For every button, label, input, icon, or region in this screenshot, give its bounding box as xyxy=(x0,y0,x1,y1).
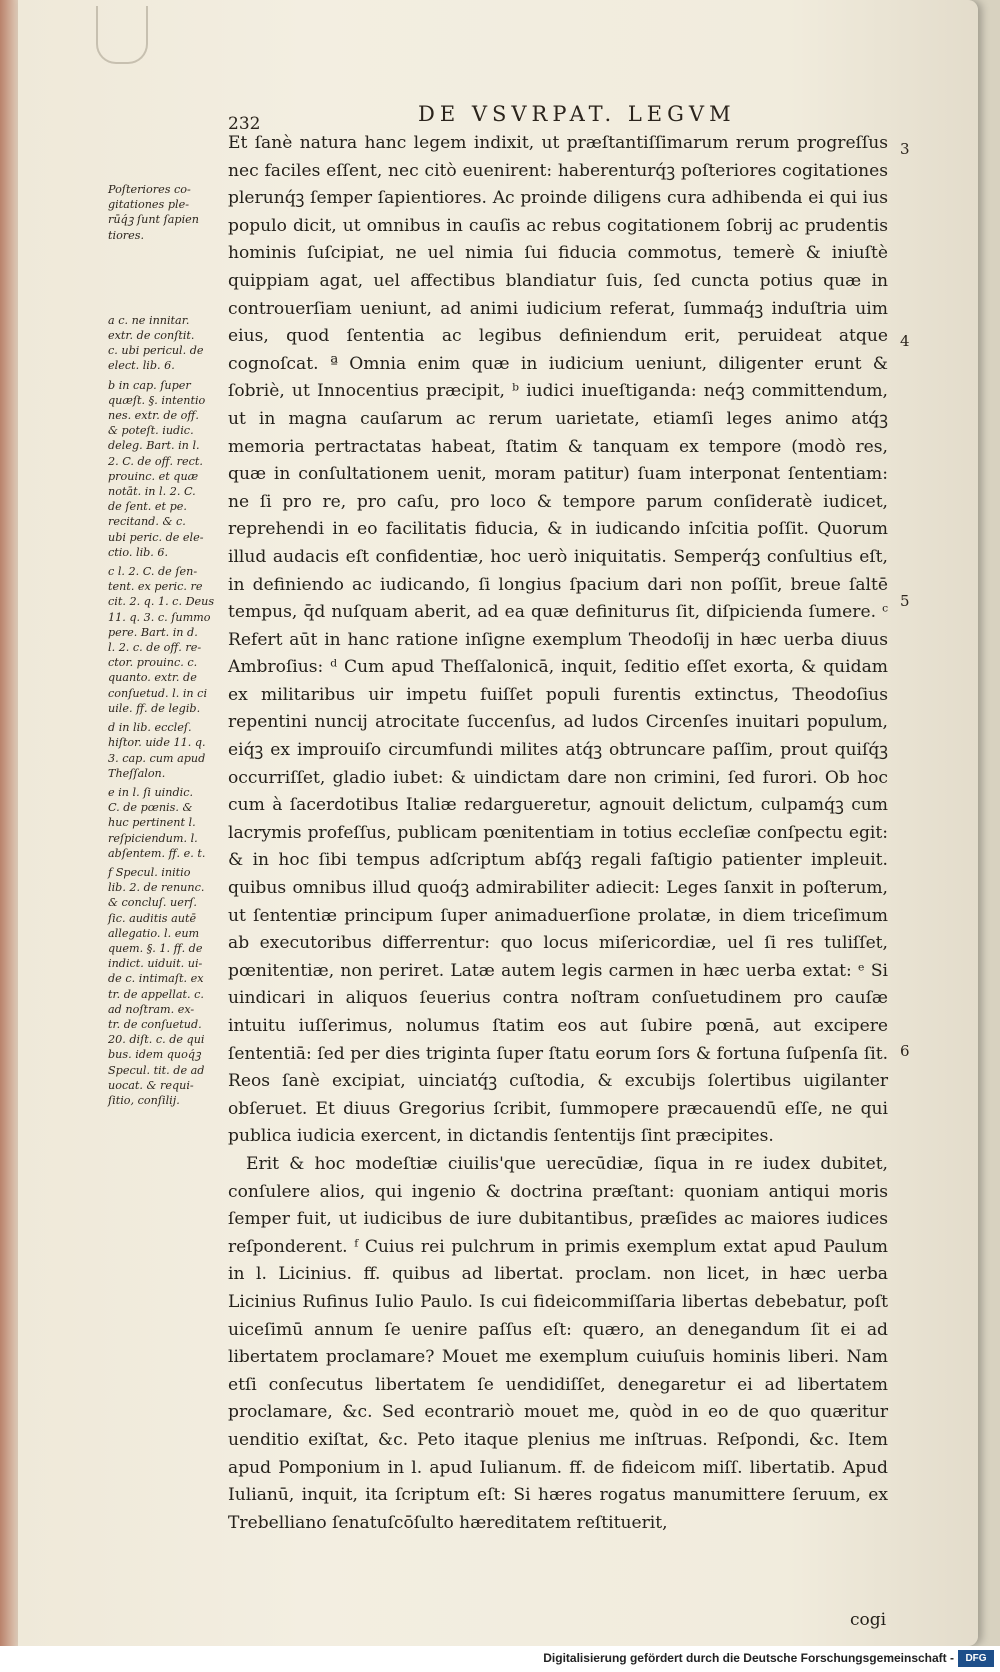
side-note: f Specul. initio lib. 2. de renunc. & concluſ. uerſ. ſic. auditis autē allegatio. l. eum quem. §. 1. ff. de indict. uiduit. ui- de c. intimaſt. ex tr. de appellat. c. ad noſtram. ex- tr. de conſuetud. 20. diſt. c. de qui bus. idem quoq́ꝫ Specul. tit. de ad uocat. & requi- ſitio, conſilij. xyxy=(108,865,205,1107)
header-title: DE VSVRPAT. LEGVM xyxy=(418,102,736,126)
side-note: Poſteriores co- gitationes ple- rūq́ꝫ ſunt ſapien tiores. xyxy=(108,183,199,242)
side-note: c l. 2. C. de ſen- tent. ex peric. re cit. 2. q. 1. c. Deus 11. q. 3. c. ſummo pere. Bart. in d. l. 2. c. de off. re- ctor. prouinc. c. quanto. extr. de conſuetud. l. in ci uile. ff. de legib. xyxy=(108,565,215,715)
margin-number: 6 xyxy=(900,1042,910,1060)
side-note: b in cap. ſuper quæſt. §. intentio nes. extr. de off. & poteſt. iudic. deleg. Bart. in l. 2. C. de off. rect. prouinc. et quæ notāt. in l. 2. C. de ſent. et pe. recitand. & c. ubi peric. de ele- ctio. lib. 6. xyxy=(108,378,206,559)
running-head xyxy=(228,100,948,134)
marginal-notes xyxy=(108,182,226,1112)
page-number: 232 xyxy=(228,114,261,134)
side-note: d in lib. eccleſ. hiſtor. uide 11. q. 3. cap. cum apud Theſſalon. xyxy=(108,721,206,780)
margin-number: 5 xyxy=(900,592,910,610)
footer-bar xyxy=(0,1646,1000,1672)
paragraph: Et ſanè natura hanc legem indixit, ut præſtantiſſimarum rerum progreſſus nec faciles eſſent, nec citò euenirent: haberenturq́ꝫ poſteriores cogitationes plerunq́ꝫ ſemper ſapientiores. Ac proinde diligens cura adhibenda ei qui ius populo dicit, ut omnibus in cauſis ac rebus cogitationem ſobrij ac prudentis hominis ſuſcipiat, ne uel nimia ſui fiducia commotus, temerè & iniuſtè quippiam agat, uel affectibus blandiatur ſuis, ſed cuncta potius quæ in controuerſiam ueniunt, ad animi iudicium referat, ſummaq́ꝫ induſtria uim eius, quod ſententia ac legibus definiendum erit, peruideat atque cognoſcat. ª Omnia enim quæ in iudicium ueniunt, diligenter erunt & ſobriè, ut Innocentius præcipit, ᵇ iudici inueſtiganda: neq́ꝫ committendum, ut in magna cauſarum ac rerum uarietate, etiamſi leges animo atq́ꝫ memoria pertractatas habeat, ſtatim & tanquam ex tempore (modò res, quæ in conſultationem uenit, moram patitur) ſuam interponat ſententiam: ne ſi pro re, pro caſu, pro loco & tempore parum conſideratè iudicet, reprehendi in eo facilitatis fiducia, & in iudicando inſcitia poſſit. Quorum illud audacis eſt confidentiæ, hoc uerò iniquitatis. Semperq́ꝫ conſultius eſt, in definiendo ac iudicando, ſi longius ſpacium dari non poſſit, breue ſaltē tempus, q̄d nuſquam aberit, ad ea quæ definiturus ſit, diſpicienda ſumere. ᶜ Refert aūt in hanc ratione inſigne exemplum Theodoſij in hæc uerba diuus Ambroſius: ᵈ Cum apud Theſſalonicā, inquit, ſeditio eſſet exorta, & quidam ex militaribus uir impetu fuiſſet populi furentis extinctus, Theodoſius repentini nuncij atrocitate ſuccenſus, ad ludos Circenſes inuitari populum, eiq́ꝫ ex improuiſo circumfundi milites atq́ꝫ obtruncare paſſim, prout quiſq́ꝫ occurriſſet, gladio iubet: & uindictam dare non crimini, ſed furori. Ob hoc cum à ſacerdotibus Italiæ redargueretur, agnouit delictum, culpamq́ꝫ cum lacrymis profeſſus, publicam pœnitentiam in totius eccleſiæ conſpectu egit: & in hoc ſibi tempus adſcriptum abſq́ꝫ regali faſtigio patienter impleuit. quibus omnibus illud quoq́ꝫ admirabiliter adiecit: Leges ſanxit in poſterum, ut ſententiæ principum ſuper animaduerſione prolatæ, in diem triceſimum ab executoribus differrentur: quo locus miſericordiæ, uel ſi res tuliſſet, pœnitentiæ, non periret. Latæ autem legis carmen in hæc uerba extat: ᵉ Si uindicari in aliquos ſeuerius contra noſtram conſuetudinem pro cauſæ intuitu iuſſerimus, nolumus ſtatim eos aut ſubire pœnā, aut excipere ſententiā: ſed per dies triginta ſuper ſtatu eorum ſors & fortuna ſuſpenſa ſit. Reos ſanè excipiat, uinciatq́ꝫ cuſtodia, & excubijs ſolertibus uigilanter obſeruet. Et diuus Gregorius ſcribit, ſummopere præcauendū eſſe, ne qui publica iudicia exercent, in dictandis ſententijs ſint præcipites. xyxy=(228,133,888,1147)
footer-credit: Digitalisierung gefördert durch die Deutsche Forschungsgemeinschaft - xyxy=(543,1651,954,1665)
margin-numbers xyxy=(900,0,930,1646)
dfg-logo: DFG xyxy=(958,1650,994,1667)
margin-number: 4 xyxy=(900,332,910,350)
paper-clip-mark xyxy=(96,6,148,64)
side-note: a c. ne innitar. extr. de conſtit. c. ubi pericul. de elect. lib. 6. xyxy=(108,313,204,373)
side-note: e in l. ſi uindic. C. de pœnis. & huc pertinent l. reſpiciendum. l. abſentem. ff. e. t. xyxy=(108,785,206,860)
main-text-block xyxy=(228,130,888,1537)
catchword: cogi xyxy=(850,1610,887,1630)
paragraph: Erit & hoc modeſtiæ ciuilis'que uerecūdiæ, ſiqua in re iudex dubitet, conſulere alios, qui ingenio & doctrina præſtant: quoniam antiqui moris ſemper fuit, ut iudicibus de iure dubitantibus, præſides ac maiores iudices reſponderent. ᶠ Cuius rei pulchrum in primis exemplum extat apud Paulum in l. Licinius. ff. quibus ad libertat. proclam. non licet, in hæc uerba Licinius Rufinus Iulio Paulo. Is cui fideicommiſſaria libertas debebatur, poſt uiceſimū annum ſe uenire paſſus eſt: quæro, an denegandum ſit ei ad libertatem proclamare? Mouet me exemplum cuiuſuis hominis liberi. Nam etſi conſecutus libertatem ſe uendidiſſet, denegaretur ei ad libertatem proclamare, &c. Sed econtrariò mouet me, quòd in eo de quo quæritur uenditio exiſtat, &c. Peto itaque plenius me inſtruas. Reſpondi, &c. Item apud Pomponium in l. apud Iulianum. ff. de fideicom miſſ. libertatib. Apud Iulianū, inquit, ita ſcriptum eſt: Si hæres rogatus manumittere ſeruum, ex Trebelliano ſenatuſcōſulto hæreditatem reſtituerit, xyxy=(228,1153,888,1533)
margin-number: 3 xyxy=(900,140,910,158)
